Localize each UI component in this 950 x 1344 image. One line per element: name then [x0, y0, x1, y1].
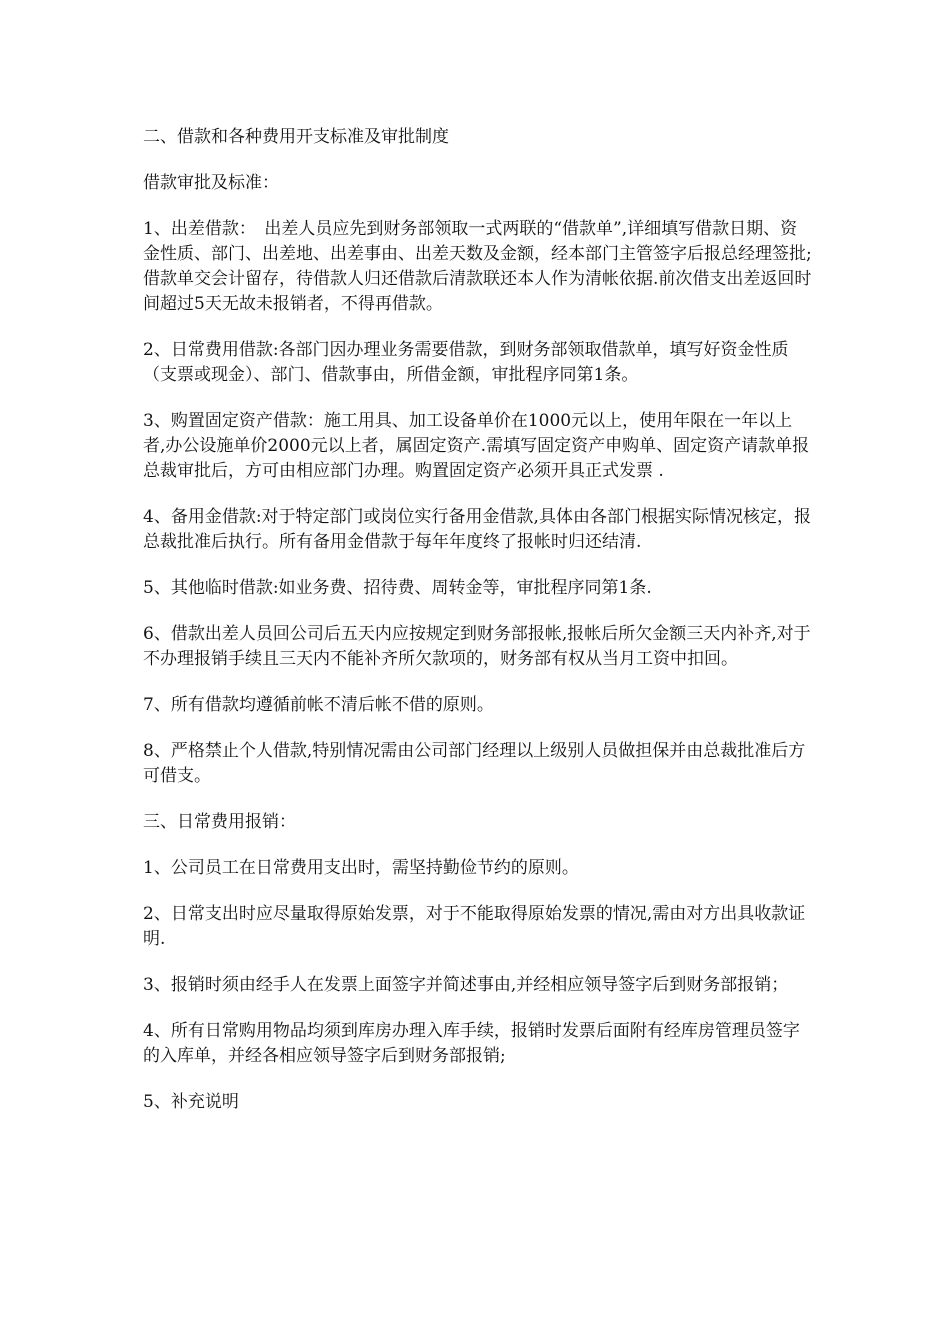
paragraph: 5、补充说明	[143, 1092, 239, 1112]
section-heading: 二、借款和各种费用开支标准及审批制度	[143, 127, 449, 147]
paragraph: 2、日常支出时应尽量取得原始发票，对于不能取得原始发票的情况,需由对方出具收款证明.	[143, 904, 806, 949]
paragraph: 6、借款出差人员回公司后五天内应按规定到财务部报帐,报帐后所欠金额三天内补齐,对于不办理报销手续且三天内不能补齐所欠款项的，财务部有权从当月工资中扣回。	[143, 624, 811, 669]
paragraph: 1、公司员工在日常费用支出时，需坚持勤俭节约的原则。	[143, 858, 579, 878]
paragraph: 4、备用金借款:对于特定部门或岗位实行备用金借款,具体由各部门根据实际情况核定，报总裁批准后执行。所有备用金借款于每年年度终了报帐时归还结清.	[143, 507, 811, 552]
paragraph: 8、严格禁止个人借款,特别情况需由公司部门经理以上级别人员做担保并由总裁批准后方可借支。	[143, 741, 806, 786]
paragraph: 3、购置固定资产借款：施工用具、加工设备单价在1000元以上，使用年限在一年以上者,办公设施单价2000元以上者，属固定资产.需填写固定资产申购单、固定资产请款单报总裁审批后，方可由相应部门办理。购置固定资产必须开具正式发票 .	[143, 411, 810, 481]
paragraph: 1、出差借款： 出差人员应先到财务部领取一式两联的“借款单”,详细填写借款日期、资金性质、部门、出差地、出差事由、出差天数及金额，经本部门主管签字后报总经理签批;借款单交会计留存，待借款人归还借款后清款联还本人作为清帐依据.前次借支出差返回时间超过5天无故未报销者，不得再借款。	[143, 219, 812, 314]
subsection-heading: 借款审批及标准：	[143, 173, 279, 193]
paragraph: 7、所有借款均遵循前帐不清后帐不借的原则。	[143, 695, 494, 715]
section-heading: 三、日常费用报销：	[143, 812, 296, 832]
paragraph: 2、日常费用借款:各部门因办理业务需要借款，到财务部领取借款单，填写好资金性质（支票或现金）、部门、借款事由，所借金额，审批程序同第1条。	[143, 340, 789, 385]
paragraph: 5、其他临时借款:如业务费、招待费、周转金等，审批程序同第1条.	[143, 578, 652, 598]
document-body	[143, 125, 813, 1136]
paragraph: 3、报销时须由经手人在发票上面签字并简述事由,并经相应领导签字后到财务部报销；	[143, 975, 789, 995]
paragraph: 4、所有日常购用物品均须到库房办理入库手续，报销时发票后面附有经库房管理员签字的入库单，并经各相应领导签字后到财务部报销;	[143, 1021, 800, 1066]
